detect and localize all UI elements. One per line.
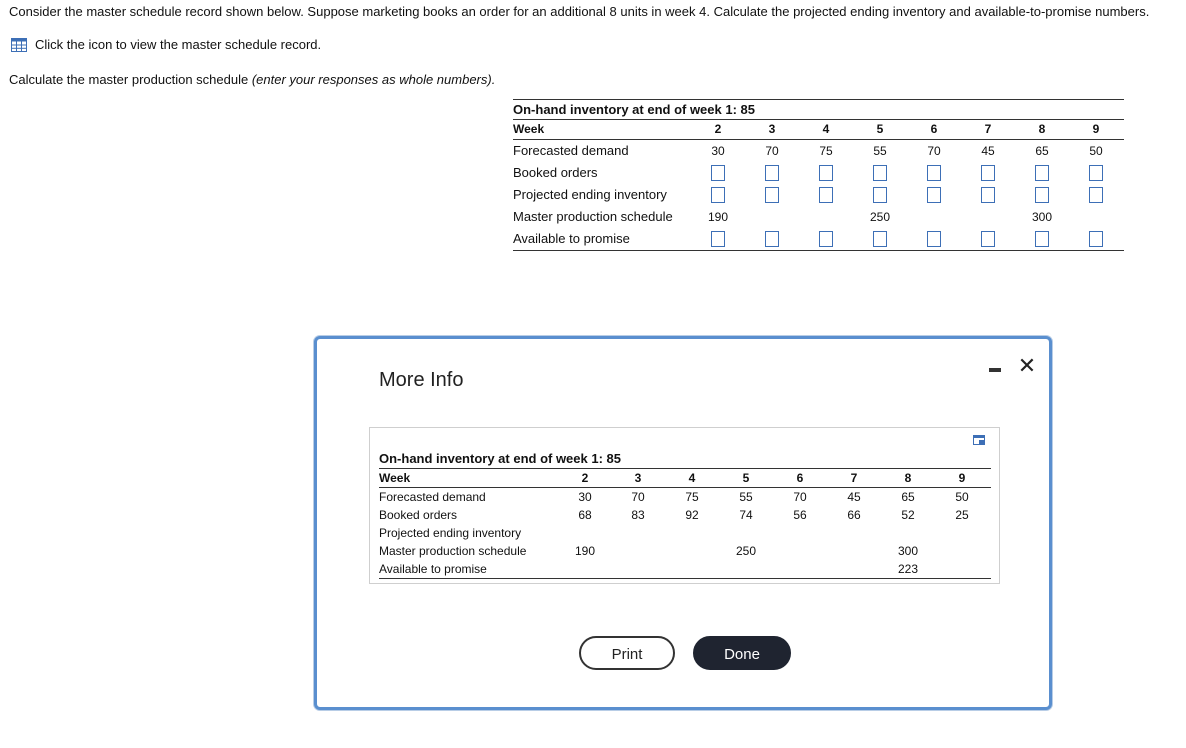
inventory-input-week-2[interactable] <box>711 187 725 203</box>
record-booked-cell-week-4: 92 <box>685 508 699 522</box>
inventory-input-week-5[interactable] <box>873 187 887 203</box>
forecast-cell-week-5: 55 <box>873 144 887 158</box>
record-weeks-cell-week-5: 5 <box>742 471 750 485</box>
record-weeks-cell-week-7: 7 <box>850 471 858 485</box>
record-forecast-cell-week-4: 75 <box>685 490 699 504</box>
record-weeks-cell-week-6: 6 <box>796 471 804 485</box>
record-on-hand-header: On-hand inventory at end of week 1: 85 <box>379 451 621 466</box>
forecast-cell-week-6: 70 <box>927 144 941 158</box>
atp-label: Available to promise <box>513 231 630 246</box>
weeks-cell-week-6: 6 <box>930 122 938 136</box>
forecast-cell-week-4: 75 <box>819 144 833 158</box>
record-weeks-cell-week-3: 3 <box>634 471 642 485</box>
record-forecast-cell-week-6: 70 <box>793 490 807 504</box>
booked-label: Booked orders <box>513 165 598 180</box>
inventory-label: Projected ending inventory <box>513 187 667 202</box>
mps-cell-week-5: 250 <box>869 210 891 224</box>
record-inventory-label: Projected ending inventory <box>379 526 522 540</box>
weeks-cell-week-4: 4 <box>822 122 830 136</box>
calc-hint: (enter your responses as whole numbers). <box>251 72 496 87</box>
weeks-cell-week-7: 7 <box>984 122 992 136</box>
question-text: Consider the master schedule record shown below. Suppose marketing books an order for an additional 8 units in week 4. Calculate the projected ending inventory and available-to-promise numbers. <box>9 4 1150 19</box>
weeks-cell-week-3: 3 <box>768 122 776 136</box>
record-forecast-cell-week-2: 30 <box>578 490 592 504</box>
atp-input-week-4[interactable] <box>819 231 833 247</box>
record-week-label: Week <box>379 471 411 485</box>
weeks-cell-week-8: 8 <box>1038 122 1046 136</box>
record-forecast-cell-week-5: 55 <box>739 490 753 504</box>
master-schedule-table <box>513 99 1124 251</box>
booked-input-week-7[interactable] <box>981 165 995 181</box>
forecast-cell-week-3: 70 <box>765 144 779 158</box>
record-mps-cell-week-2: 190 <box>574 544 596 558</box>
inventory-input-week-6[interactable] <box>927 187 941 203</box>
popout-icon[interactable] <box>973 435 985 445</box>
record-booked-cell-week-8: 52 <box>901 508 915 522</box>
week-row <box>513 119 1124 140</box>
atp-input-week-9[interactable] <box>1089 231 1103 247</box>
record-forecast-cell-week-7: 45 <box>847 490 861 504</box>
inventory-row <box>513 184 1124 206</box>
record-booked-label: Booked orders <box>379 508 458 522</box>
weeks-cell-week-2: 2 <box>714 122 722 136</box>
record-atp-label: Available to promise <box>379 562 487 576</box>
record-forecast-label: Forecasted demand <box>379 490 486 504</box>
record-booked-row <box>379 506 991 524</box>
record-forecast-cell-week-3: 70 <box>631 490 645 504</box>
forecast-cell-week-9: 50 <box>1089 144 1103 158</box>
record-forecast-row <box>379 488 991 506</box>
inventory-input-week-3[interactable] <box>765 187 779 203</box>
more-info-modal <box>314 336 1052 710</box>
inventory-input-week-9[interactable] <box>1089 187 1103 203</box>
inventory-input-week-4[interactable] <box>819 187 833 203</box>
forecast-row <box>513 140 1124 162</box>
atp-input-week-8[interactable] <box>1035 231 1049 247</box>
record-mps-cell-week-5: 250 <box>735 544 757 558</box>
record-panel <box>369 427 1000 584</box>
master-schedule-record <box>379 450 991 579</box>
booked-input-week-2[interactable] <box>711 165 725 181</box>
forecast-label: Forecasted demand <box>513 143 629 158</box>
record-forecast-cell-week-8: 65 <box>901 490 915 504</box>
record-mps-row <box>379 542 991 560</box>
modal-title: More Info <box>379 369 464 391</box>
record-booked-cell-week-2: 68 <box>578 508 592 522</box>
icon-link-text: Click the icon to view the master schedule record. <box>35 37 322 52</box>
record-week-row <box>379 468 991 488</box>
weeks-cell-week-9: 9 <box>1092 122 1100 136</box>
forecast-cell-week-8: 65 <box>1035 144 1049 158</box>
mps-cell-week-8: 300 <box>1031 210 1053 224</box>
atp-input-week-2[interactable] <box>711 231 725 247</box>
mps-cell-week-2: 190 <box>707 210 729 224</box>
atp-row <box>513 228 1124 250</box>
record-mps-label: Master production schedule <box>379 544 527 558</box>
calc-prefix: Calculate the master production schedule <box>9 72 252 87</box>
calc-instruction <box>9 72 495 87</box>
weeks-cell-week-5: 5 <box>876 122 884 136</box>
inventory-input-week-8[interactable] <box>1035 187 1049 203</box>
atp-input-week-3[interactable] <box>765 231 779 247</box>
record-atp-row <box>379 560 991 578</box>
done-button[interactable]: Done <box>693 636 791 670</box>
inventory-input-week-7[interactable] <box>981 187 995 203</box>
record-booked-cell-week-6: 56 <box>793 508 807 522</box>
atp-input-week-6[interactable] <box>927 231 941 247</box>
week-label: Week <box>513 122 545 136</box>
record-booked-cell-week-3: 83 <box>631 508 645 522</box>
mps-row <box>513 206 1124 228</box>
icon-link-line <box>11 37 321 52</box>
booked-input-week-8[interactable] <box>1035 165 1049 181</box>
on-hand-header: On-hand inventory at end of week 1: 85 <box>513 102 755 117</box>
minimize-icon[interactable] <box>989 368 1001 372</box>
booked-row <box>513 162 1124 184</box>
atp-input-week-5[interactable] <box>873 231 887 247</box>
record-atp-cell-week-8: 223 <box>897 562 919 576</box>
record-forecast-cell-week-9: 50 <box>955 490 969 504</box>
record-booked-cell-week-5: 74 <box>739 508 753 522</box>
print-button[interactable]: Print <box>579 636 675 670</box>
record-inventory-row <box>379 524 991 542</box>
close-icon[interactable]: ✕ <box>1017 353 1037 378</box>
record-mps-cell-week-8: 300 <box>897 544 919 558</box>
record-weeks-cell-week-4: 4 <box>688 471 696 485</box>
record-booked-cell-week-7: 66 <box>847 508 861 522</box>
atp-input-week-7[interactable] <box>981 231 995 247</box>
booked-input-week-3[interactable] <box>765 165 779 181</box>
mps-label: Master production schedule <box>513 209 673 224</box>
record-weeks-cell-week-9: 9 <box>958 471 966 485</box>
forecast-cell-week-2: 30 <box>711 144 725 158</box>
booked-input-week-9[interactable] <box>1089 165 1103 181</box>
record-booked-cell-week-9: 25 <box>955 508 969 522</box>
booked-input-week-6[interactable] <box>927 165 941 181</box>
forecast-cell-week-7: 45 <box>981 144 995 158</box>
booked-input-week-4[interactable] <box>819 165 833 181</box>
record-weeks-cell-week-2: 2 <box>581 471 589 485</box>
booked-input-week-5[interactable] <box>873 165 887 181</box>
table-grid-icon[interactable] <box>11 38 27 52</box>
record-weeks-cell-week-8: 8 <box>904 471 912 485</box>
